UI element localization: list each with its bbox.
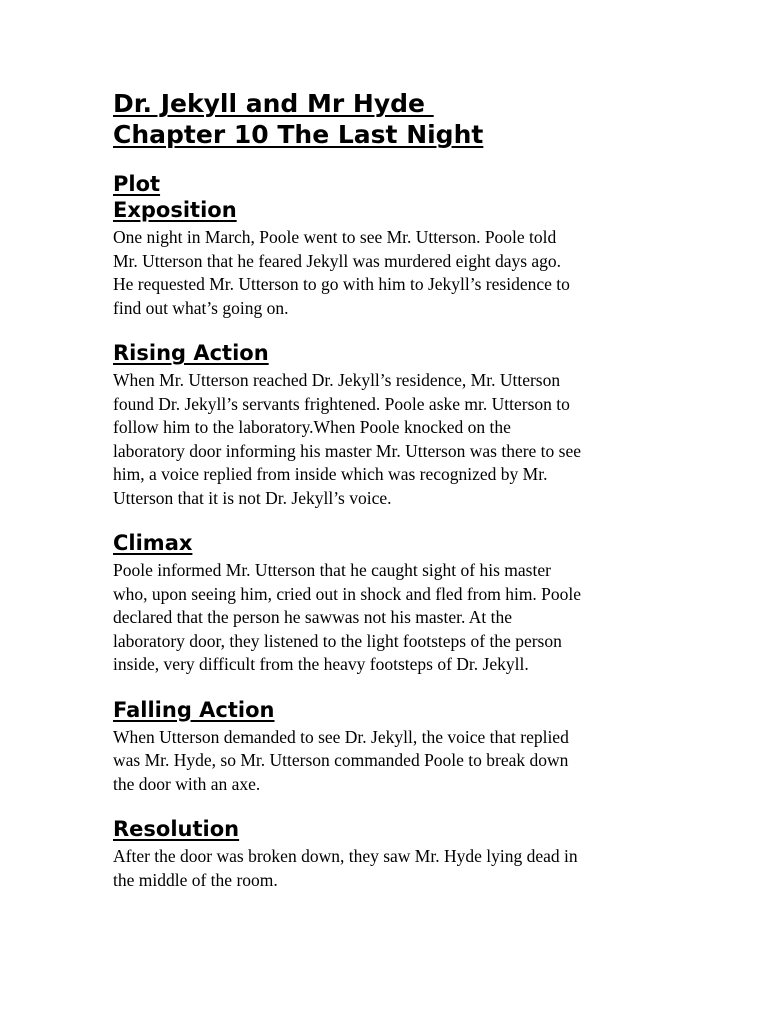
document-title [113,88,658,150]
paragraph-line: the door with an axe. [113,773,261,794]
paragraph-line: Mr. Utterson that he feared Jekyll was murdered eight days ago. [113,250,562,271]
paragraph-line: Utterson that it is not Dr. Jekyll’s voice. [113,487,392,508]
document-page [113,88,658,892]
paragraph-line: He requested Mr. Utterson to go with him to Jekyll’s residence to [113,274,570,294]
section-climax [113,530,658,677]
section-heading: Exposition [113,198,237,222]
section-exposition [113,197,658,320]
section-heading: Falling Action [113,697,275,722]
paragraph-line: One night in March, Poole went to see Mr. Utterson. Poole told [113,227,557,247]
paragraph-line: When Utterson demanded to see Dr. Jekyll, the voice that replied [113,726,569,747]
paragraph-line: found Dr. Jekyll’s servants frightened. Poole aske mr. Utterson to [113,393,570,414]
paragraph-line: laboratory door informing his master Mr. Utterson was there to see [113,440,582,461]
section-falling-action [113,697,658,797]
section-paragraph [113,726,658,797]
section-paragraph [113,845,658,892]
paragraph-line: find out what’s going on. [113,297,289,318]
section-heading: Resolution [113,817,240,841]
section-heading: Rising Action [113,341,269,365]
paragraph-line: inside, very difficult from the heavy footsteps of Dr. Jekyll. [113,654,529,674]
paragraph-line: laboratory door, they listened to the light footsteps of the person [113,630,562,651]
paragraph-line: who, upon seeing him, cried out in shock and fled from him. Poole [113,583,582,604]
section-paragraph [113,559,658,677]
paragraph-line: him, a voice replied from inside which was recognized by Mr. [113,464,548,484]
section-paragraph [113,369,658,510]
title-line-2: Chapter 10 The Last Night [113,120,484,149]
paragraph-line: the middle of the room. [113,869,278,890]
paragraph-line: Poole informed Mr. Utterson that he caught sight of his master [113,560,551,580]
section-heading: Climax [113,531,193,555]
plot-heading: Plot [113,172,161,196]
paragraph-line: follow him to the laboratory.When Poole knocked on the [113,417,511,437]
paragraph-line: When Mr. Utterson reached Dr. Jekyll’s residence, Mr. Utterson [113,370,561,390]
paragraph-line: After the door was broken down, they saw Mr. Hyde lying dead in [113,846,578,866]
section-rising-action [113,340,658,510]
paragraph-line: was Mr. Hyde, so Mr. Utterson commanded Poole to break down [113,750,569,770]
plot-sections [113,197,658,892]
section-resolution [113,816,658,892]
section-paragraph [113,226,658,320]
title-line-1: Dr. Jekyll and Mr Hyde [113,89,434,118]
paragraph-line: declared that the person he sawwas not his master. At the [113,607,512,627]
